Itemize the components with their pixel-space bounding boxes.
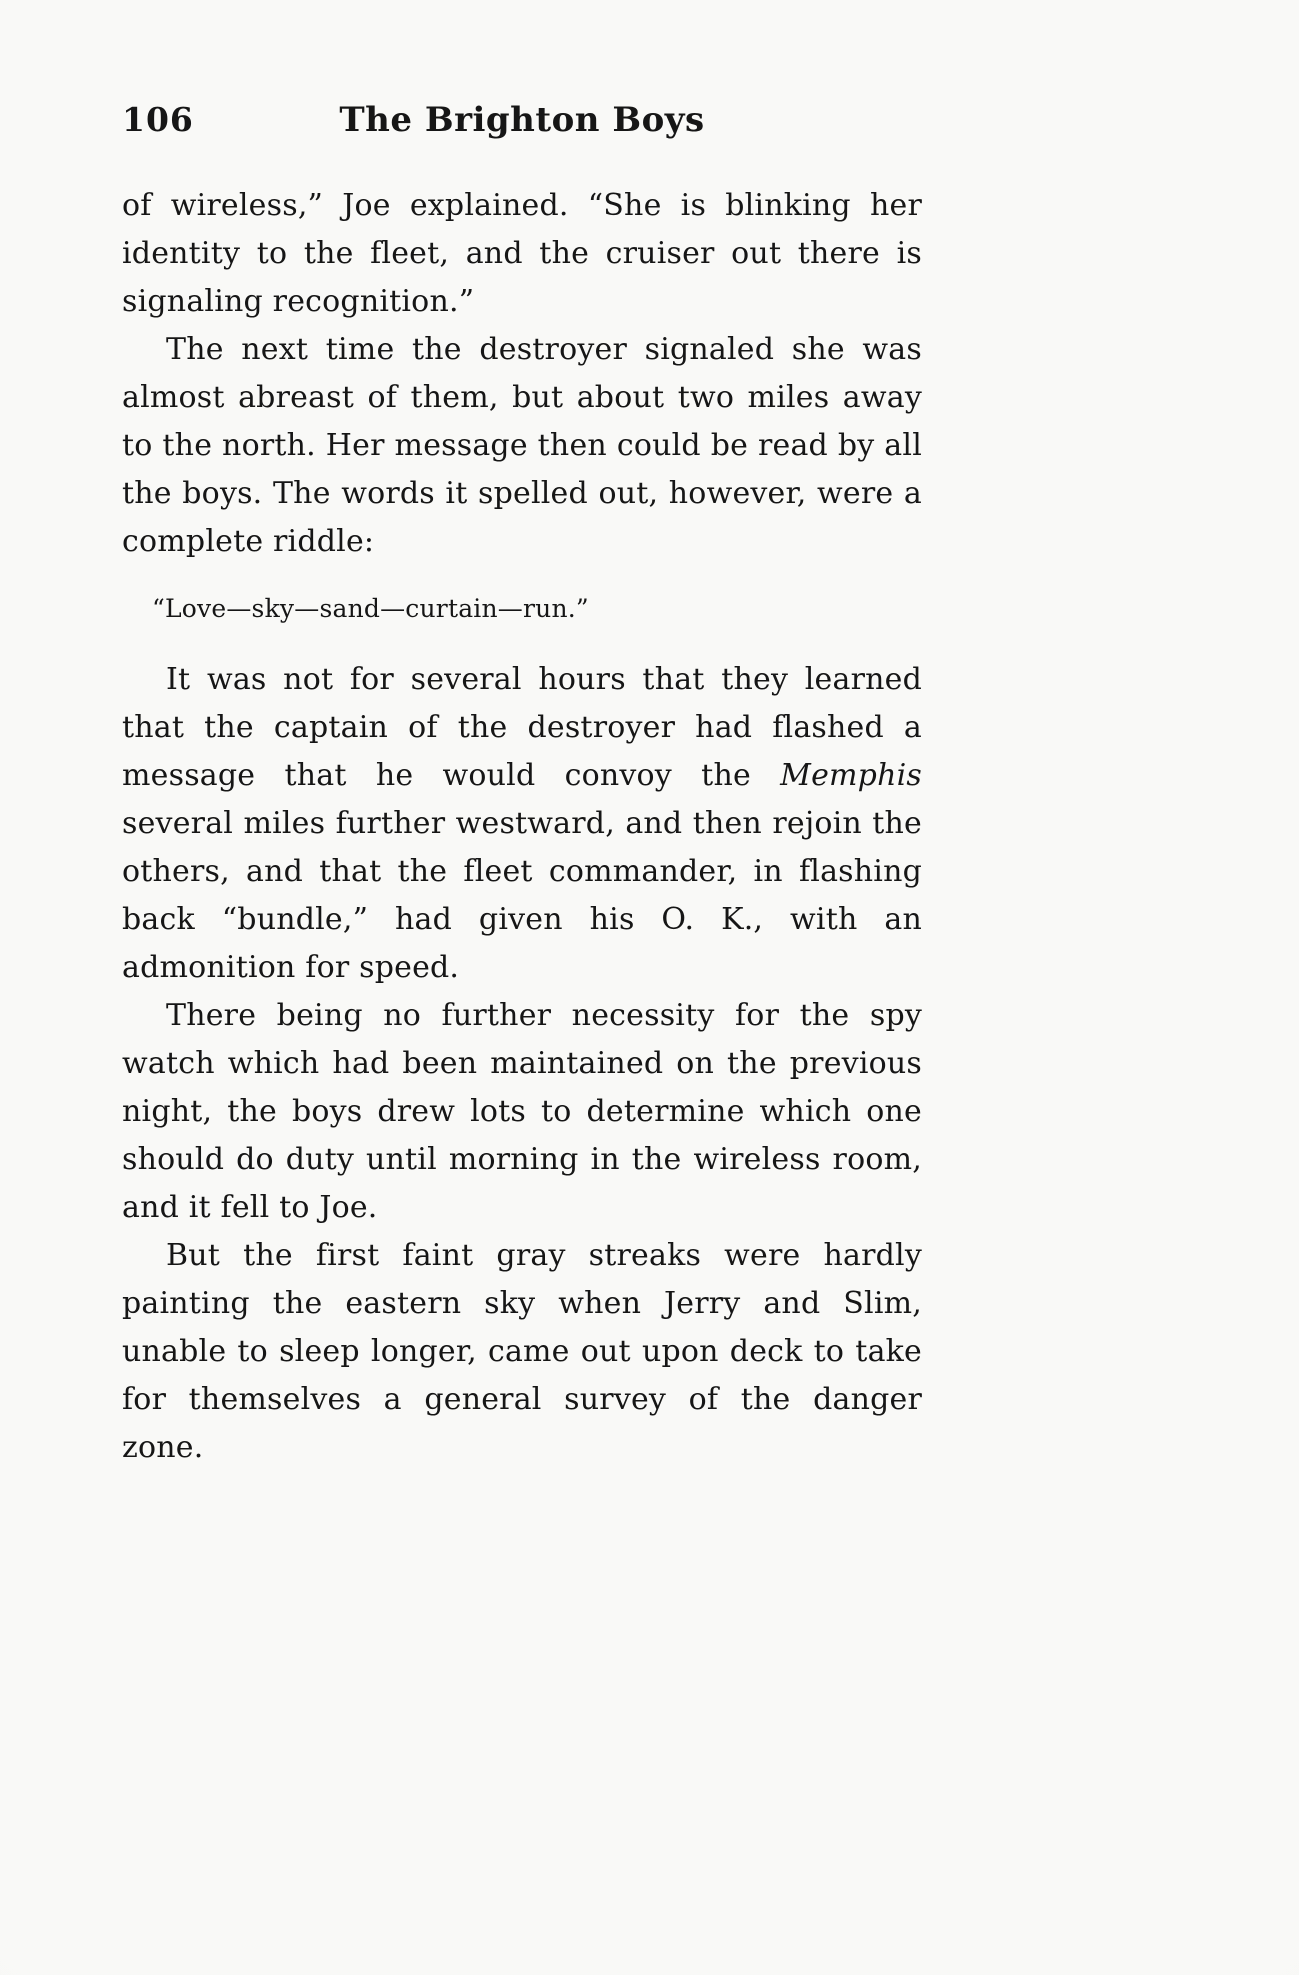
ship-name-italic: Memphis: [780, 758, 922, 793]
quoted-wireless-message: “Love—sky—sand—curtain—run.”: [152, 594, 589, 623]
paragraph: There being no further necessity for the spy watch which had been maintained on the previous night, the boys drew lots to determine which one should do duty until morning in the wireless room, and it fell to Joe.: [122, 998, 922, 1225]
paragraph-segment: several miles further westward, and then rejoin the others, and that the fleet commander, in flashing back “bundle,” had given his O. K., with an admonition for speed.: [122, 806, 922, 985]
paragraph-segment: It was not for several hours that they learned that the captain of the destroyer had flashed a message that he would convoy the: [122, 662, 922, 793]
running-header: [122, 100, 922, 144]
page-body-text: [122, 182, 922, 1472]
paragraph: [122, 656, 922, 992]
paragraph-continuation: of wireless,” Joe explained. “She is blinking her identity to the fleet, and the cruiser out there is signaling recognition.”: [122, 188, 922, 319]
paragraph: The next time the destroyer signaled she was almost abreast of them, but about two miles away to the north. Her message then could be read by all the boys. The words it spelled out, however, were a complete riddle:: [122, 332, 922, 559]
paragraph: But the first faint gray streaks were hardly painting the eastern sky when Jerry and Slim, unable to sleep longer, came out upon deck to take for themselves a general survey of the danger zone.: [122, 1238, 922, 1465]
page-number: 106: [122, 100, 194, 139]
page-title: The Brighton Boys: [339, 100, 705, 140]
